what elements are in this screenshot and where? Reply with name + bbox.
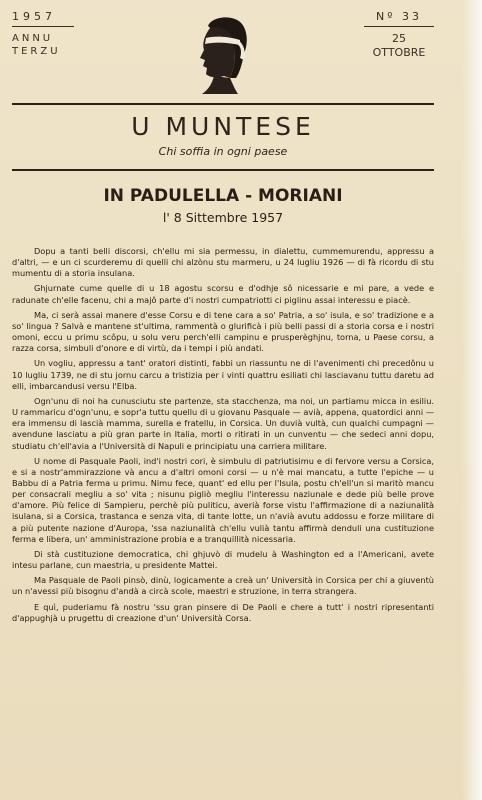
header-top-rule [12,103,434,105]
newspaper-subtitle: Chi soffia in ogni paese [158,145,288,158]
article-paragraph: Ogn'unu di noi ha cunusciutu ste partenze, sta stacchenza, ma noi, un partiamu micca in esiliu. U rammaricu d'ogn'unu, e sopr'a tuttu quellu di u giovanu Pasquale — avià, appena, quatordici anni — era immensu di lascià mamma, surella e fratellu, in Corsica. Un duvià vultà, cun qualchi cumpagni — avendune lasciatu a più gran parte in Italia, morti o ritirati in un cunventu — che sedeci anni dopu, studiatu ch'ell'avia a l'Università di Napuli e principiatu una carriera militare. [12,395,434,451]
masthead-issue-number: Nº 33 [376,10,422,23]
masthead-volume-line1: ANNU [12,33,54,44]
article-paragraph: U nome di Pasquale Paoli, ind'i nostri cori, è simbulu di patriutisimu e di fervore versu a Corsica, e si a nostr'ammirazzione và ancu a d'altri omoni corsi — u n'è mai mancatu, a tutte l'epiche — u Babbu di a Patria ferma u primu. Nimu fece, quant' ed ellu per l'Isula, postu ch'ell'un si maritò mancu per consacrali megliu a so' vita ; nisunu pigliò megliu l'interessu naziunale e dede più belle prove d'amore. Più felice di Sampieru, perchè più puliticu, averià forse vistu l'affirmazione di a naziunalità isulana, si a Corsica, trastanca e senza vita, di tante lotte, un n'avià avutu addossu e forze militare di a più putente nazione d'Auropa, 'ssa naziunalità ch'ellu vulià tantu affirmà denduli una custituzione ferma e libera, un' amministrazione probia e a tranquillità nicessaria. [12,455,434,544]
masthead-right-rule [364,26,434,27]
masthead-volume-line2: TERZU [12,46,61,57]
article-paragraph: Di stà custituzione democratica, chi ghjuvò di mudelu à Washington ed a l'Americani, avete intesu parlane, cun maestria, u presidente Mattei. [12,548,434,571]
masthead-right [364,10,434,60]
masthead-date-day: 25 [392,32,406,45]
article-headline: IN PADULELLA - MORIANI [103,186,343,206]
article-dateline: l' 8 Sittembre 1957 [162,210,284,225]
masthead-left-rule [12,26,74,27]
article-paragraph: Dopu a tanti belli discorsi, ch'ellu mi sia permessu, in dialettu, cummemurendu, appressu a d'altri, — e un ci scurderemu di quelli chi alzònu stu marmeru, u 24 lugliu 1926 — di fà ricordu di stu mumentu di a storia insulana. [12,246,434,279]
masthead-left [12,10,82,58]
moor-head-icon [190,14,250,96]
masthead-year: 1957 [12,10,56,23]
newspaper-title: U MUNTESE [131,112,315,141]
article-paragraph: E quì, puderiamu fà nostru 'ssu gran pinsere di De Paoli e chere a tutt' i nostri ripresentanti d'appughjà u prugettu di creazione d'un' Università Corsa. [12,601,434,623]
article-paragraph: Ghjurnate cume quelle di u 18 agostu scorsu e d'odhje sô nicessarie e mi pare, a vede e radunate ch'elle facenu, chi a majô parte d'i nostri cumpatriotti ci piglinu assai interessu e piacè. [12,283,434,305]
masthead-date-month: OTTOBRE [372,46,426,59]
article-paragraph: Un vogliu, appressu a tant' oratori distinti, fabbi un riassuntu ne di l'avenimenti chi precedônu u 10 lugliu 1739, ne di stu jornu carcu a tristizia per i vinti quattru esiliati chi lasciavanu tuttu daretu ad elli, imbarcandusi versu l'Elba. [12,358,434,391]
page-fold-edge [462,0,482,800]
header-bottom-rule [12,169,434,171]
article-paragraph: Ma Pasquale de Paoli pinsò, dinù, logicamente a creà un' Università in Corsica per chi a giuventù un n'avessi più bisognu d'andà a circà scole, maestri e struzione, in terra strangera. [12,575,434,597]
article-paragraph: Ma, ci serà assai manere d'esse Corsu e di tene cara a so' Patria, a so' isula, e so' tradizione e a so' lingua ? Salvà e mantene st'ultima, rammentà o glurificà i più belli passi di a storia corsa e i nostri omoni, eccu u primu scôpu, u solu veru perch'elli campinu e prusperèghjnu, torna, u Paese corsu, a razza corsa, simbuli d'onore e di virtù, da i tempi i più andati. [12,309,434,354]
article-body [12,246,434,628]
